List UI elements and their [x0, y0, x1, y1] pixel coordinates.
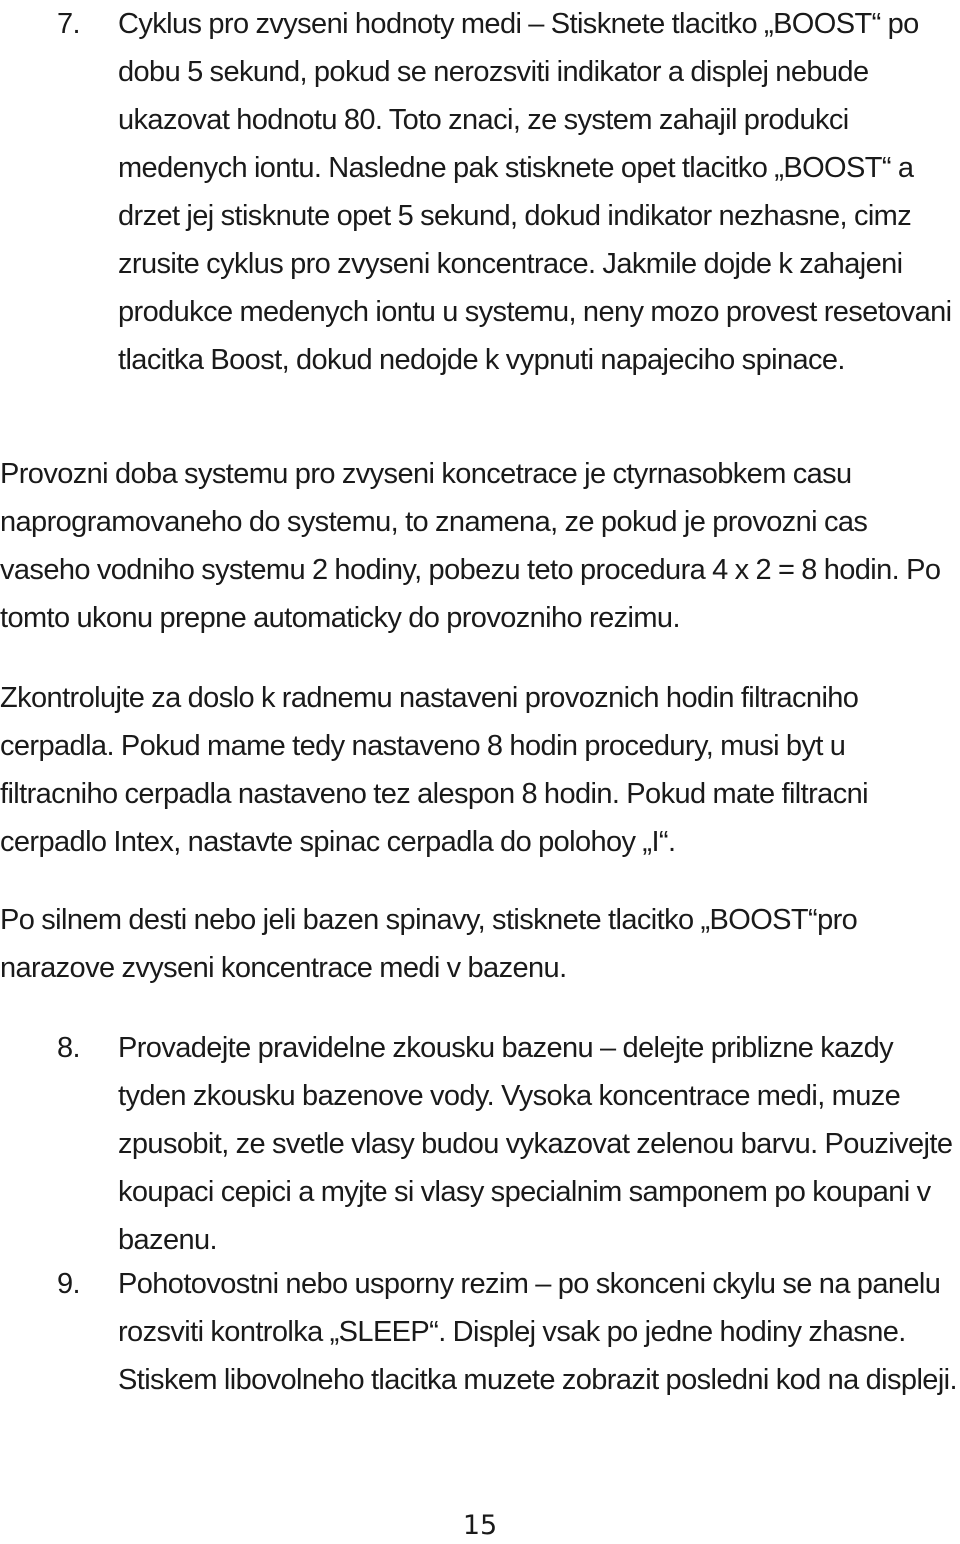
list-item-number: 7.: [57, 8, 80, 40]
list-item-number: 8.: [57, 1032, 80, 1064]
page-number: 15: [462, 1510, 498, 1541]
list-item-text: Cyklus pro zvyseni hodnoty medi – Stisknete tlacitko „BOOST“ po dobu 5 sekund, pokud se nerozsviti indikator a displej nebude ukazovat hodnotu 80. Toto znaci, ze system zahajil produkci medenych iontu. Nasledne pak stisknete opet tlacitko „BOOST“ a drzet jej stisknute opet 5 sekund, dokud indikator nezhasne, cimz zrusite cyklus pro zvyseni koncentrace. Jakmile dojde k zahajeni produkce medenych iontu u systemu, neny mozo provest resetovani tlacitka Boost, dokud nedojde k vypnuti napajeciho spinace.: [118, 8, 952, 376]
list-item-number: 9.: [57, 1268, 80, 1300]
list-item-text: Pohotovostni nebo usporny rezim – po skonceni ckylu se na panelu rozsviti kontrolka „SLEEP“. Displej vsak po jedne hodiny zhasne. Stiskem libovolneho tlacitka muzete zobrazit posledni kod na displeji.: [118, 1268, 957, 1396]
list-item-9: [0, 1260, 958, 1404]
paragraph-operating-time: Provozni doba systemu pro zvyseni koncetrace je ctyrnasobkem casu naprogramovaneho do systemu, to znamena, ze pokud je provozni cas vaseho vodniho systemu 2 hodiny, pobezu teto procedura 4 x 2 = 8 hodin. Po tomto ukonu prepne automaticky do provozniho rezimu.: [0, 458, 941, 634]
paragraph-boost-rain: Po silnem desti nebo jeli bazen spinavy, stisknete tlacitko „BOOST“pro narazove zvyseni koncentrace medi v bazenu.: [0, 904, 858, 984]
paragraph-pump-check: Zkontrolujte za doslo k radnemu nastaveni provoznich hodin filtracniho cerpadla. Pokud mame tedy nastaveno 8 hodin procedury, musi byt u filtracniho cerpadla nastaveno tez alespon 8 hodin. Pokud mate filtracni cerpadlo Intex, nastavte spinac cerpadla do polohoy „I“.: [0, 682, 868, 858]
list-item-8: [0, 1024, 958, 1264]
list-item-7: [0, 0, 958, 384]
list-item-text: Provadejte pravidelne zkousku bazenu – delejte priblizne kazdy tyden zkousku bazenove vody. Vysoka koncentrace medi, muze zpusobit, ze svetle vlasy budou vykazovat zelenou barvu. Pouzivejte koupaci cepici a myjte si vlasy specialnim samponem po koupani v bazenu.: [118, 1032, 953, 1256]
